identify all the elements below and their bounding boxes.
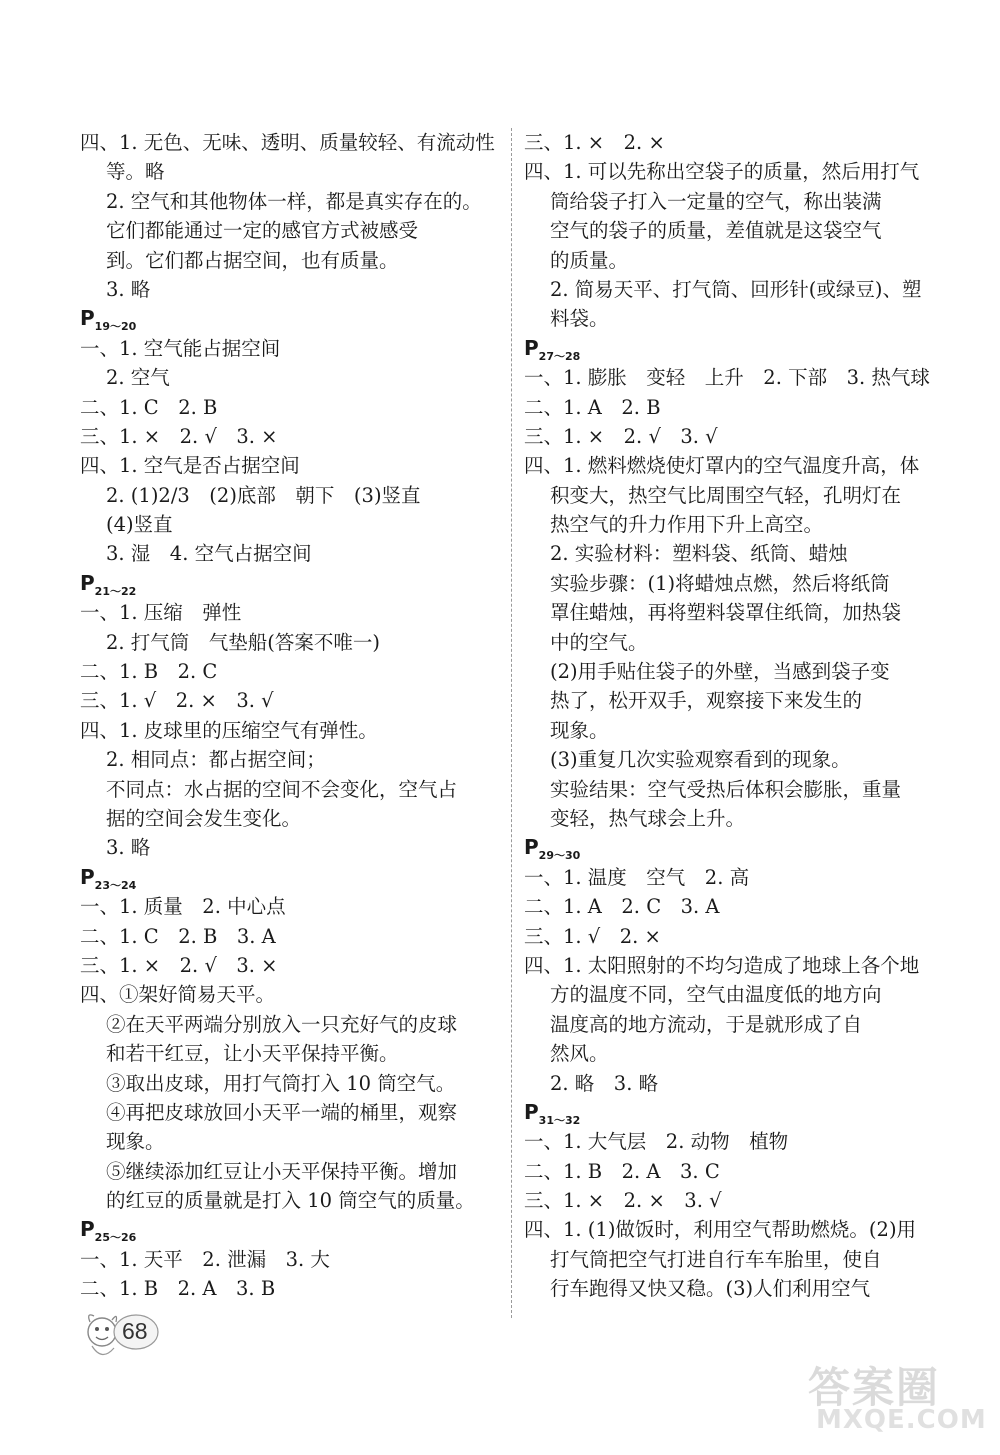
answer-line: 3. 略 [106, 836, 151, 860]
answer-line: 一、1. 温度 空气 2. 高 [524, 865, 750, 889]
answer-line: 2. 空气和其他物体一样，都是真实存在的。 [106, 189, 482, 213]
answer-line: ④再把皮球放回小天平一端的桶里，观察 [106, 1100, 458, 1124]
answer-line: 变轻，热气球会上升。 [550, 806, 746, 830]
answer-line: 2. (1)2/3 (2)底部 朝下 (3)竖直 [106, 483, 421, 507]
answer-line: 三、1. × 2. √ 3. × [80, 424, 278, 448]
page-range-numbers: 31～32 [538, 1113, 581, 1127]
answer-line: 四、1. 空气是否占据空间 [80, 454, 300, 478]
answer-line: 三、1. × 2. × 3. √ [524, 1189, 722, 1213]
answer-line: 二、1. B 2. C [80, 660, 218, 684]
answer-line: 罩住蜡烛，再将塑料袋罩住纸筒，加热袋 [550, 601, 902, 625]
answer-line: 三、1. × 2. √ 3. × [80, 953, 278, 977]
answer-line: 四、1. 皮球里的压缩空气有弹性。 [80, 718, 378, 742]
answer-line: 料袋。 [550, 307, 609, 331]
answer-line: ⑤继续添加红豆让小天平保持平衡。增加 [106, 1159, 458, 1183]
answer-line: 一、1. 质量 2. 中心点 [80, 895, 286, 919]
page-range-heading [524, 334, 938, 363]
answer-line: 筒给袋子打入一定量的空气，称出装满 [550, 189, 882, 213]
page-range-numbers: 23～24 [94, 878, 137, 892]
answer-line: 四、1. 太阳照射的不均匀造成了地球上各个地 [524, 953, 920, 977]
watermark-logo [808, 1355, 986, 1441]
answer-line: 二、1. C 2. B [80, 395, 218, 419]
answer-line: 现象。 [550, 718, 609, 742]
answer-line: 四、1. 可以先称出空袋子的质量，然后用打气 [524, 160, 920, 184]
answer-line: 行车跑得又快又稳。(3)人们利用空气 [550, 1277, 871, 1301]
answer-line: 现象。 [106, 1130, 165, 1154]
page-range-heading [80, 304, 492, 333]
answer-line: 2. 打气筒 气垫船(答案不唯一) [106, 630, 381, 654]
answer-line: 空气的袋子的质量，差值就是这袋空气 [550, 219, 882, 243]
page-range-numbers: 27～28 [538, 349, 581, 363]
page-range-numbers: 29～30 [538, 849, 581, 863]
page-range-letter: P [80, 306, 95, 331]
page-number: 68 [122, 1318, 148, 1344]
answer-line: 积变大，热空气比周围空气轻，孔明灯在 [550, 483, 902, 507]
answer-line: 热空气的升力作用下升上高空。 [550, 513, 824, 537]
answer-line: 热了，松开双手，观察接下来发生的 [550, 689, 863, 713]
answer-line: 方的温度不同，空气由温度低的地方向 [550, 983, 882, 1007]
answer-line: 的质量。 [550, 248, 629, 272]
page-range-letter: P [524, 1099, 539, 1124]
watermark-url: MXQE.COM [816, 1405, 987, 1435]
answer-line: 二、1. B 2. A 3. B [80, 1277, 276, 1301]
page-range-letter: P [80, 864, 95, 889]
answer-line: (3)重复几次实验观察看到的现象。 [550, 748, 851, 772]
watermark-text: 答案圈 [808, 1363, 941, 1412]
column-divider [511, 128, 512, 1318]
answer-line: ③取出皮球，用打气筒打入 10 筒空气。 [106, 1071, 456, 1095]
answer-line: 据的空间会发生变化。 [106, 806, 302, 830]
answer-line: 一、1. 天平 2. 泄漏 3. 大 [80, 1247, 330, 1271]
page-range-heading [80, 1215, 492, 1244]
answer-line: 温度高的地方流动，于是就形成了自 [550, 1012, 863, 1036]
answer-line: (2)用手贴住袋子的外壁，当感到袋子变 [550, 660, 890, 684]
answer-line: (4)竖直 [106, 513, 173, 537]
page-number-badge [78, 1306, 174, 1366]
answer-line: 二、1. C 2. B 3. A [80, 924, 276, 948]
answer-line: 它们都能通过一定的感官方式被感受 [106, 219, 419, 243]
page-range-heading [524, 833, 938, 862]
answer-line: 二、1. A 2. B [524, 395, 661, 419]
answer-line: 等。略 [106, 160, 165, 184]
answer-line: 二、1. A 2. C 3. A [524, 895, 720, 919]
answer-line: 3. 略 [106, 277, 151, 301]
answer-line: 三、1. √ 2. × 3. √ [80, 689, 274, 713]
page-range-heading [80, 863, 492, 892]
answer-line: 四、1. 燃料燃烧使灯罩内的空气温度升高，体 [524, 454, 920, 478]
answer-line: 三、1. × 2. × [524, 131, 665, 154]
answer-line: 然风。 [550, 1042, 609, 1066]
answer-line: 3. 湿 4. 空气占据空间 [106, 542, 312, 566]
page-range-numbers: 21～22 [94, 584, 137, 598]
page-range-heading [524, 1098, 938, 1127]
answer-line: 打气筒把空气打进自行车车胎里，使自 [550, 1247, 882, 1271]
answer-line: 2. 相同点：都占据空间； [106, 748, 326, 772]
page-range-letter: P [80, 570, 95, 595]
page-range-numbers: 25～26 [94, 1231, 137, 1245]
page-range-numbers: 19～20 [94, 320, 137, 334]
answer-line: 二、1. B 2. A 3. C [524, 1159, 720, 1183]
answer-line: 一、1. 空气能占据空间 [80, 336, 281, 360]
answer-line: 实验步骤：(1)将蜡烛点燃，然后将纸筒 [550, 571, 890, 595]
page-range-letter: P [524, 335, 539, 360]
answer-line: 四、1. (1)做饭时，利用空气帮助燃烧。(2)用 [524, 1218, 917, 1242]
page-range-heading [80, 569, 492, 598]
answer-line: ②在天平两端分别放入一只充好气的皮球 [106, 1012, 458, 1036]
answer-line: 2. 略 3. 略 [550, 1071, 659, 1095]
answer-line: 三、1. × 2. √ 3. √ [524, 424, 718, 448]
right-column [524, 128, 938, 1304]
page-range-letter: P [80, 1217, 95, 1242]
answer-line: 2. 实验材料：塑料袋、纸筒、蜡烛 [550, 542, 848, 566]
answer-line: 一、1. 膨胀 变轻 上升 2. 下部 3. 热气球 [524, 366, 930, 390]
answer-line: 2. 简易天平、打气筒、回形针(或绿豆)、塑 [550, 277, 922, 301]
left-column [80, 128, 495, 1304]
answer-line: 的红豆的质量就是打入 10 筒空气的质量。 [106, 1189, 475, 1213]
answer-line: 四、1. 无色、无味、透明、质量较轻、有流动性 [80, 131, 495, 154]
answer-line: 到。它们都占据空间，也有质量。 [106, 248, 399, 272]
answer-line: 四、①架好简易天平。 [80, 983, 276, 1007]
answer-line: 和若干红豆，让小天平保持平衡。 [106, 1042, 399, 1066]
answer-line: 实验结果：空气受热后体积会膨胀，重量 [550, 777, 902, 801]
answer-line: 2. 空气 [106, 366, 170, 390]
answer-line: 一、1. 大气层 2. 动物 植物 [524, 1130, 789, 1154]
answer-line: 不同点：水占据的空间不会变化，空气占 [106, 777, 458, 801]
answer-line: 一、1. 压缩 弹性 [80, 601, 242, 625]
answer-line: 中的空气。 [550, 630, 648, 654]
answer-line: 三、1. √ 2. × [524, 924, 661, 948]
page-range-letter: P [524, 835, 539, 860]
